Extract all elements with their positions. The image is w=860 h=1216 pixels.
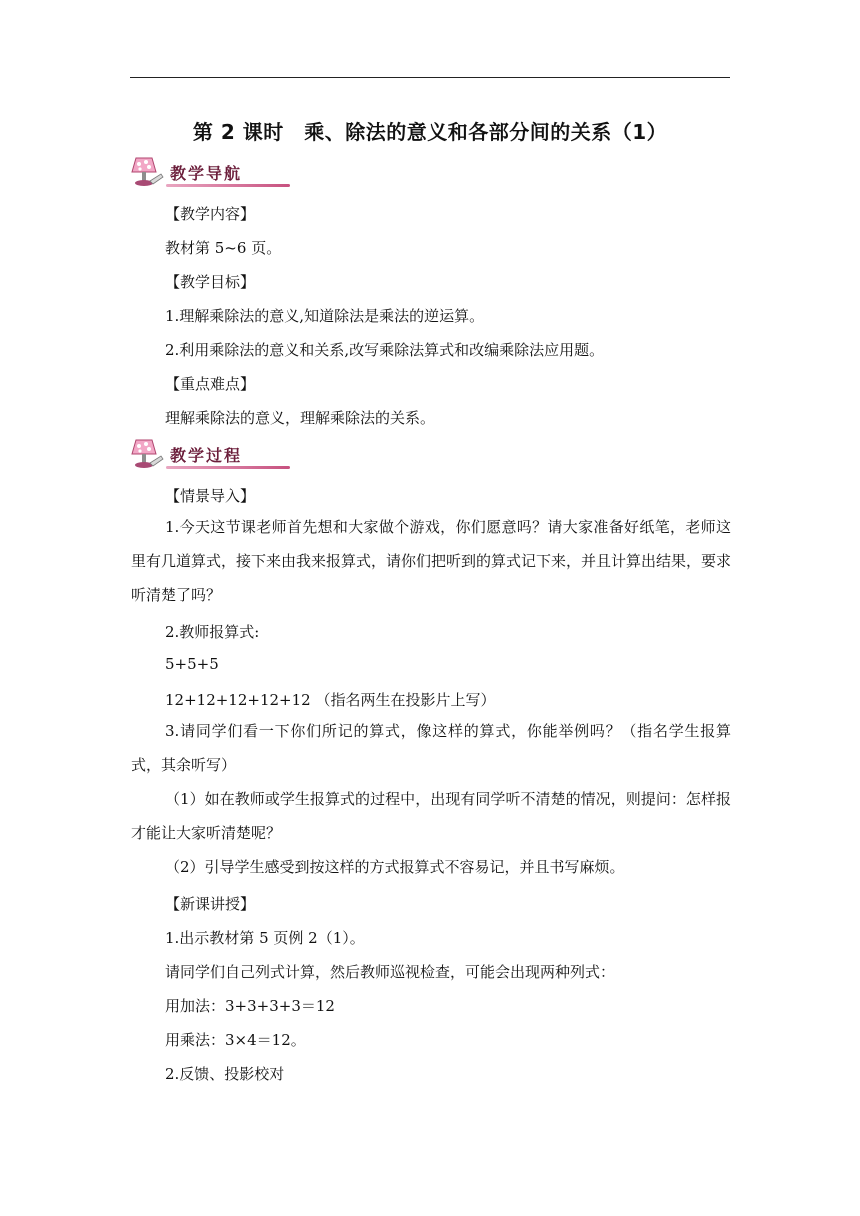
badge-underline [166, 184, 290, 187]
teaching-process-badge [128, 436, 268, 472]
content-text: 教材第 5~6 页。 [165, 239, 282, 257]
badge-underline [166, 466, 290, 469]
header-rule [130, 77, 730, 78]
new-lesson-item-1-text: 请同学们自己列式计算，然后教师巡视检查，可能会出现两种列式： [165, 963, 616, 981]
new-lesson-item-1: 1.出示教材第 5 页例 2（1）。 [165, 929, 365, 947]
new-lesson-heading: 【新课讲授】 [165, 895, 256, 913]
addition-method: 用加法：3+3+3+3＝12 [165, 997, 335, 1015]
intro-heading: 【情景导入】 [165, 487, 256, 505]
goal-item-2: 2.利用乘除法的意义和关系,改写乘除法算式和改编乘除法应用题。 [165, 341, 605, 359]
expression-2: 12+12+12+12+12 （指名两生在投影片上写） [165, 691, 496, 709]
badge-label: 教学导航 [170, 164, 243, 183]
lesson-title: 第 2 课时 乘、除法的意义和各部分间的关系（1） [192, 120, 668, 144]
goal-item-1: 1.理解乘除法的意义,知道除法是乘法的逆运算。 [165, 307, 485, 325]
key-points-heading: 【重点难点】 [165, 375, 256, 393]
intro-paragraph-3: 3.请同学们看一下你们所记的算式，像这样的算式，你能举例吗？（指名学生报算式，其余听写） [131, 722, 731, 774]
intro-paragraph-3-2: （2）引导学生感受到按这样的方式报算式不容易记，并且书写麻烦。 [165, 858, 625, 876]
teaching-navigation-badge [128, 154, 268, 190]
intro-paragraph-1: 1.今天这节课老师首先想和大家做个游戏，你们愿意吗？请大家准备好纸笔，老师这里有几道算式，接下来由我来报算式，请你们把听到的算式记下来，并且计算出结果，要求听清楚了吗？ [131, 518, 732, 604]
key-points-text: 理解乘除法的意义，理解乘除法的关系。 [165, 409, 436, 427]
intro-paragraph-3-1: （1）如在教师或学生报算式的过程中，出现有同学听不清楚的情况，则提问：怎样报才能让大家听清楚呢？ [131, 790, 731, 842]
goals-heading: 【教学目标】 [165, 273, 256, 291]
badge-label: 教学过程 [170, 446, 243, 465]
content-heading: 【教学内容】 [165, 205, 256, 223]
expression-1: 5+5+5 [165, 655, 219, 673]
new-lesson-item-2: 2.反馈、投影校对 [165, 1065, 285, 1083]
multiplication-method: 用乘法：3×4＝12。 [165, 1031, 306, 1049]
intro-item-2: 2.教师报算式: [165, 623, 260, 641]
